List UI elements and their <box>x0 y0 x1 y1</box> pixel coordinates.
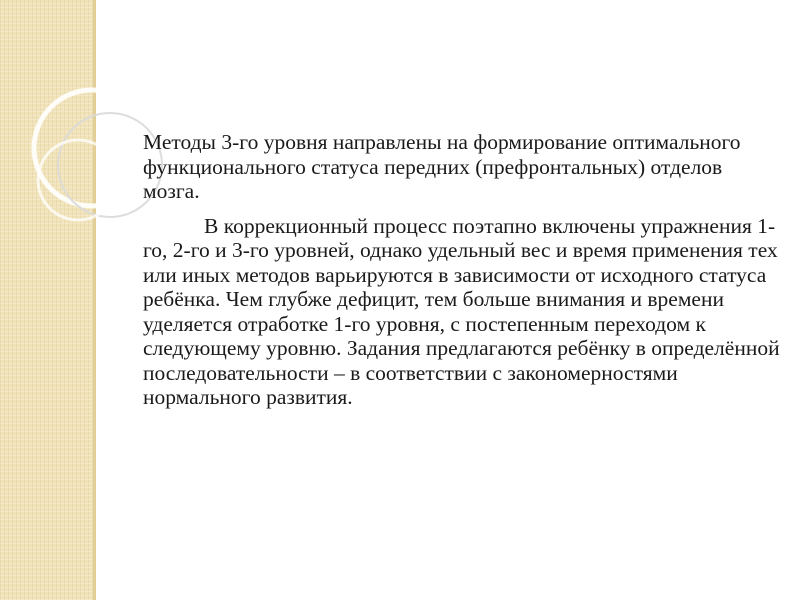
paragraph-1: Методы 3-го уровня направлены на формирование оптимального функционального статуса передних (префронтальных) отделов мозга. <box>143 130 741 203</box>
body-text <box>143 130 783 410</box>
paragraph-2: В коррекционный процесс поэтапно включены упражнения 1-го, 2-го и 3-го уровней, однако удельный вес и время применения тех или иных методов варьируются в зависимости от исходного статуса ребёнка. Чем глубже дефицит, тем больше внимания и времени уделяется отработке 1-го уровня, с постепенным переходом к следующему уровню. Задания предлагаются ребёнку в определённой последовательности – в соответствии с закономерностями нормального развития. <box>143 213 780 409</box>
